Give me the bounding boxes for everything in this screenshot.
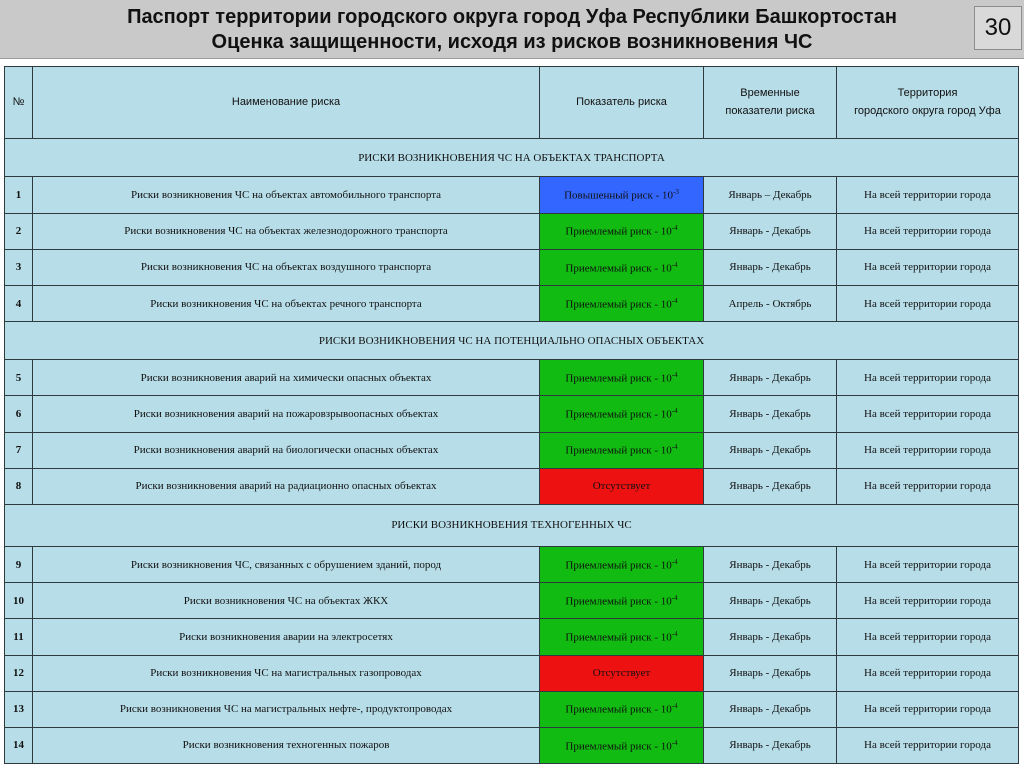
row-number: 10 <box>5 583 33 619</box>
risk-period: Январь - Декабрь <box>704 432 837 468</box>
risk-territory: На всей территории города <box>837 583 1019 619</box>
row-number: 8 <box>5 468 33 504</box>
page-number: 30 <box>974 6 1022 50</box>
risk-name: Риски возникновения ЧС, связанных с обрушением зданий, пород <box>33 547 540 583</box>
risk-territory: На всей территории города <box>837 396 1019 432</box>
risk-name: Риски возникновения аварий на радиационно опасных объектах <box>33 468 540 504</box>
indicator-exponent: -4 <box>671 370 678 379</box>
indicator-text: Приемлемый риск - 10 <box>565 372 672 385</box>
risk-period: Январь - Декабрь <box>704 619 837 655</box>
risk-name: Риски возникновения ЧС на объектах речного транспорта <box>33 285 540 321</box>
indicator-exponent: -3 <box>673 188 679 197</box>
slide-header <box>0 0 1024 59</box>
row-number: 11 <box>5 619 33 655</box>
page-subtitle: Оценка защищенности, исходя из рисков возникновения ЧС <box>211 31 813 53</box>
table-row <box>5 213 1019 249</box>
indicator-text: Приемлемый риск - 10 <box>565 226 672 239</box>
risk-name: Риски возникновения техногенных пожаров <box>33 727 540 763</box>
indicator-exponent: -4 <box>671 443 678 452</box>
risk-territory: На всей территории города <box>837 547 1019 583</box>
table-row <box>5 619 1019 655</box>
section-row <box>5 139 1019 177</box>
risk-period: Январь - Декабрь <box>704 691 837 727</box>
risk-table <box>4 66 1019 764</box>
row-number: 2 <box>5 213 33 249</box>
risk-name: Риски возникновения ЧС на магистральных газопроводах <box>33 655 540 691</box>
indicator-text: Приемлемый риск - 10 <box>565 704 672 717</box>
page-title: Паспорт территории городского округа город Уфа Республики Башкортостан <box>127 6 897 28</box>
indicator-exponent: -4 <box>671 630 678 639</box>
risk-period: Январь - Декабрь <box>704 468 837 504</box>
risk-indicator <box>540 432 704 468</box>
table-body <box>5 139 1019 764</box>
table-row <box>5 655 1019 691</box>
risk-name: Риски возникновения аварий на пожаровзрывоопасных объектах <box>33 396 540 432</box>
risk-period: Январь - Декабрь <box>704 249 837 285</box>
risk-indicator <box>540 360 704 396</box>
risk-indicator <box>540 727 704 763</box>
table-row <box>5 691 1019 727</box>
risk-name: Риски возникновения ЧС на магистральных нефте-, продуктопроводах <box>33 691 540 727</box>
indicator-text: Приемлемый риск - 10 <box>565 595 672 608</box>
risk-period: Январь - Декабрь <box>704 360 837 396</box>
risk-name: Риски возникновения ЧС на объектах воздушного транспорта <box>33 249 540 285</box>
indicator-exponent: -4 <box>671 702 678 711</box>
header-name: Наименование риска <box>33 67 540 139</box>
risk-name: Риски возникновения аварии на электросетях <box>33 619 540 655</box>
table-row <box>5 396 1019 432</box>
indicator-text: Приемлемый риск - 10 <box>565 740 672 753</box>
row-number: 6 <box>5 396 33 432</box>
table-row <box>5 547 1019 583</box>
header-num: № <box>5 67 33 139</box>
indicator-text: Повышенный риск - 10 <box>564 189 674 202</box>
indicator-exponent: -4 <box>671 260 678 269</box>
table-header-row <box>5 67 1019 139</box>
risk-indicator <box>540 691 704 727</box>
indicator-exponent: -4 <box>671 557 678 566</box>
risk-indicator <box>540 583 704 619</box>
risk-name: Риски возникновения аварий на химически опасных объектах <box>33 360 540 396</box>
indicator-exponent: -4 <box>671 296 678 305</box>
row-number: 13 <box>5 691 33 727</box>
risk-period: Январь - Декабрь <box>704 547 837 583</box>
row-number: 1 <box>5 177 33 213</box>
section-row <box>5 322 1019 360</box>
risk-territory: На всей территории города <box>837 619 1019 655</box>
indicator-exponent: -4 <box>671 593 678 602</box>
risk-indicator <box>540 177 704 213</box>
indicator-text: Приемлемый риск - 10 <box>565 444 672 457</box>
risk-indicator <box>540 285 704 321</box>
header-territory: Территория городского округа город Уфа <box>837 67 1019 139</box>
risk-name: Риски возникновения ЧС на объектах железнодорожного транспорта <box>33 213 540 249</box>
risk-name: Риски возникновения аварий на биологически опасных объектах <box>33 432 540 468</box>
risk-indicator <box>540 619 704 655</box>
indicator-exponent: -4 <box>671 407 678 416</box>
risk-territory: На всей территории города <box>837 213 1019 249</box>
indicator-text: Приемлемый риск - 10 <box>565 559 672 572</box>
indicator-text: Приемлемый риск - 10 <box>565 262 672 275</box>
risk-territory: На всей территории города <box>837 468 1019 504</box>
table-row <box>5 432 1019 468</box>
risk-name: Риски возникновения ЧС на объектах ЖКХ <box>33 583 540 619</box>
indicator-text: Приемлемый риск - 10 <box>565 408 672 421</box>
table-row <box>5 583 1019 619</box>
risk-territory: На всей территории города <box>837 691 1019 727</box>
risk-territory: На всей территории города <box>837 727 1019 763</box>
section-row <box>5 504 1019 546</box>
risk-period: Январь - Декабрь <box>704 727 837 763</box>
table-row <box>5 285 1019 321</box>
indicator-exponent: -4 <box>671 224 678 233</box>
table-row <box>5 727 1019 763</box>
risk-period: Январь – Декабрь <box>704 177 837 213</box>
indicator-text: Отсутствует <box>592 480 651 493</box>
risk-territory: На всей территории города <box>837 432 1019 468</box>
row-number: 3 <box>5 249 33 285</box>
risk-territory: На всей территории города <box>837 655 1019 691</box>
risk-period: Апрель - Октябрь <box>704 285 837 321</box>
risk-indicator <box>540 249 704 285</box>
section-title: РИСКИ ВОЗНИКНОВЕНИЯ ТЕХНОГЕННЫХ ЧС <box>5 504 1019 546</box>
risk-territory: На всей территории города <box>837 249 1019 285</box>
risk-indicator <box>540 213 704 249</box>
risk-name: Риски возникновения ЧС на объектах автомобильного транспорта <box>33 177 540 213</box>
indicator-exponent: -4 <box>671 738 678 747</box>
risk-indicator <box>540 396 704 432</box>
risk-indicator <box>540 547 704 583</box>
indicator-text: Приемлемый риск - 10 <box>565 298 672 311</box>
row-number: 4 <box>5 285 33 321</box>
risk-period: Январь - Декабрь <box>704 213 837 249</box>
row-number: 9 <box>5 547 33 583</box>
risk-period: Январь - Декабрь <box>704 655 837 691</box>
table-row <box>5 177 1019 213</box>
indicator-text: Отсутствует <box>592 667 651 680</box>
table-row <box>5 249 1019 285</box>
row-number: 14 <box>5 727 33 763</box>
indicator-text: Приемлемый риск - 10 <box>565 631 672 644</box>
risk-territory: На всей территории города <box>837 360 1019 396</box>
section-title: РИСКИ ВОЗНИКНОВЕНИЯ ЧС НА ПОТЕНЦИАЛЬНО ОПАСНЫХ ОБЪЕКТАХ <box>5 322 1019 360</box>
risk-territory: На всей территории города <box>837 285 1019 321</box>
header-time: Временные показатели риска <box>704 67 837 139</box>
table-row <box>5 360 1019 396</box>
row-number: 5 <box>5 360 33 396</box>
risk-period: Январь - Декабрь <box>704 396 837 432</box>
risk-indicator <box>540 655 704 691</box>
risk-territory: На всей территории города <box>837 177 1019 213</box>
header-indicator: Показатель риска <box>540 67 704 139</box>
table-row <box>5 468 1019 504</box>
section-title: РИСКИ ВОЗНИКНОВЕНИЯ ЧС НА ОБЪЕКТАХ ТРАНСПОРТА <box>5 139 1019 177</box>
row-number: 7 <box>5 432 33 468</box>
risk-period: Январь - Декабрь <box>704 583 837 619</box>
risk-indicator <box>540 468 704 504</box>
row-number: 12 <box>5 655 33 691</box>
